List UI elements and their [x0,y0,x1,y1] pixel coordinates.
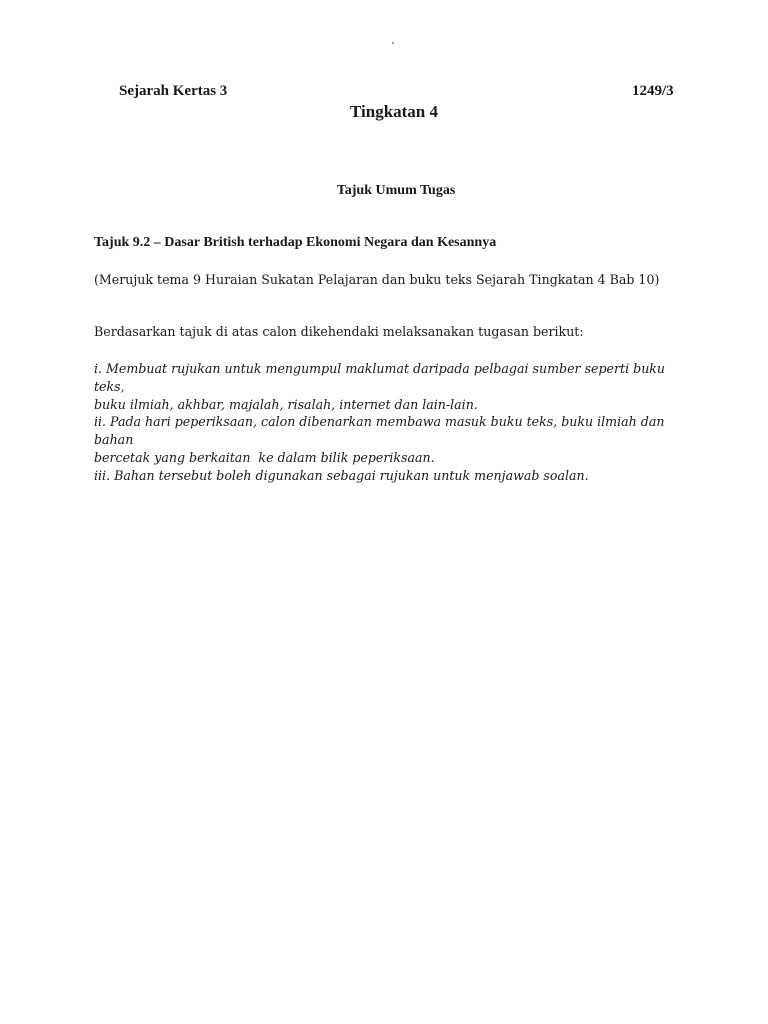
paper-code: 1249/3 [632,83,674,99]
topic-heading [94,235,496,251]
section-title: Tajuk Umum Tugas [336,183,456,198]
form-title: Tingkatan 4 [349,102,439,121]
task-line: i. Membuat rujukan untuk mengumpul maklumat daripada pelbagai sumber seperti buku teks, [94,361,666,394]
task-item [94,413,694,467]
task-line: ii. Pada hari peperiksaan, calon dibenarkan membawa masuk buku teks, buku ilmiah dan bahan [94,414,665,447]
task-line: buku ilmiah, akhbar, majalah, risalah, internet dan lain-lain. [94,397,478,412]
task-line: bercetak yang berkaitan ke dalam bilik peperiksaan. [94,450,435,465]
instruction-text: Berdasarkan tajuk di atas calon dikehendaki melaksanakan tugasan berikut: [94,324,584,339]
topic-number: Tajuk 9.2 [94,235,151,250]
top-mark: ' [392,40,394,52]
topic-title: – Dasar British terhadap Ekonomi Negara dan Kesannya [153,235,497,250]
task-line: iii. Bahan tersebut boleh digunakan sebagai rujukan untuk menjawab soalan. [94,468,589,483]
reference-note: (Merujuk tema 9 Huraian Sukatan Pelajaran dan buku teks Sejarah Tingkatan 4 Bab 10) [94,272,660,287]
task-item [94,467,694,485]
subject-label: Sejarah Kertas 3 [119,83,228,99]
task-item [94,360,694,414]
